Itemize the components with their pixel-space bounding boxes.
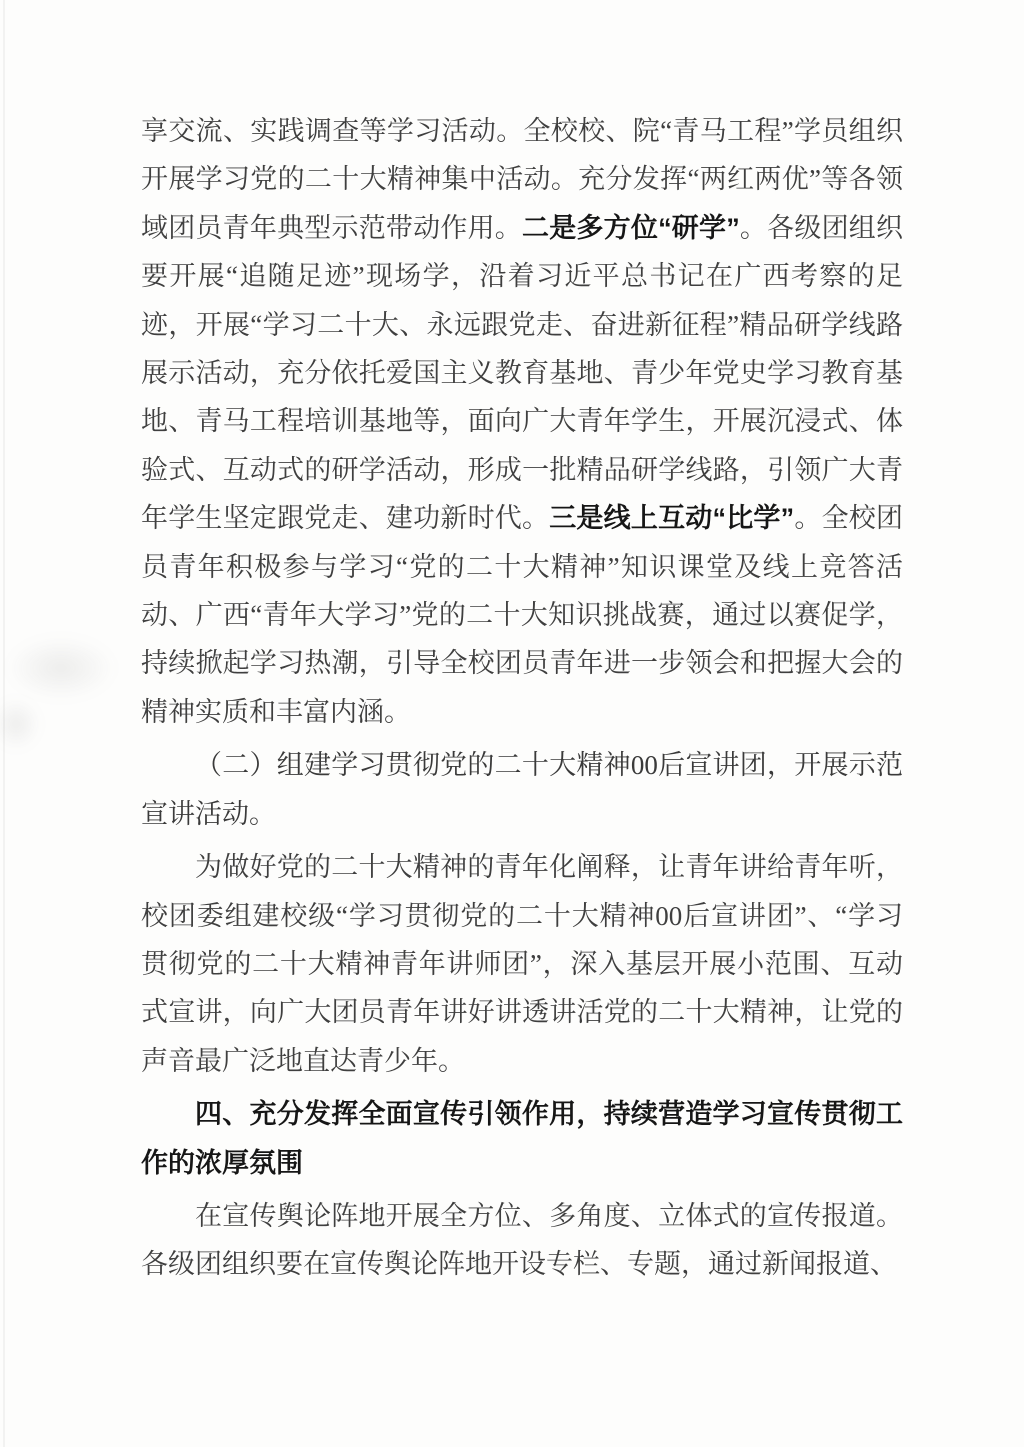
body-text-run: 享交流、实践调查等学习活动。全校校、院“青马工程”学员组织开展学习党的二十大精神集中活动。充分发挥“两红两优”等各领域团员青年典型示范带动作用。 <box>141 116 903 243</box>
scan-smudge <box>6 636 116 700</box>
subsection-heading-er: （二）组建学习贯彻党的二十大精神00后宣讲团，开展示范宣讲活动。 <box>141 750 903 829</box>
paragraph-continuation <box>141 107 903 736</box>
body-text-run: 。全校团员青年积极参与学习“党的二十大精神”知识课堂及线上竞答活动、广西“青年大学习”党的二十大知识挑战赛，通过以赛促学，持续掀起学习热潮，引导全校团员青年进一步领会和把握大会的精神实质和丰富内涵。 <box>141 503 904 727</box>
paragraph-body: 在宣传舆论阵地开展全方位、多角度、立体式的宣传报道。各级团组织要在宣传舆论阵地开设专栏、专题，通过新闻报道、 <box>141 1200 903 1280</box>
inline-run-in-heading-second: 二是多方位“研学” <box>522 212 740 243</box>
body-text-run: 。各级团组织要开展“追随足迹”现场学，沿着习近平总书记在广西考察的足迹，开展“学习二十大、永远跟党走、奋进新征程”精品研学线路展示活动，充分依托爱国主义教育基地、青少年党史学习教育基地、青马工程培训基地等，面向广大青年学生，开展沉浸式、体验式、互动式的研学活动，形成一批精品研学线路，引领广大青年学生坚定跟党走、建功新时代。 <box>141 212 904 534</box>
document-text-block <box>141 107 903 1289</box>
section-heading-four: 四、充分发挥全面宣传引领作用，持续营造学习宣传贯彻工作的浓厚氛围 <box>141 1099 903 1178</box>
paragraph-body: 为做好党的二十大精神的青年化阐释，让青年讲给青年听，校团委组建校级“学习贯彻党的二十大精神00后宣讲团”、“学习贯彻党的二十大精神青年讲师团”，深入基层开展小范围、互动式宣讲，向广大团员青年讲好讲透讲活党的二十大精神，让党的声音最广泛地直达青少年。 <box>141 852 903 1076</box>
inline-run-in-heading-third: 三是线上互动“比学” <box>549 503 795 534</box>
scan-smudge <box>0 698 40 750</box>
